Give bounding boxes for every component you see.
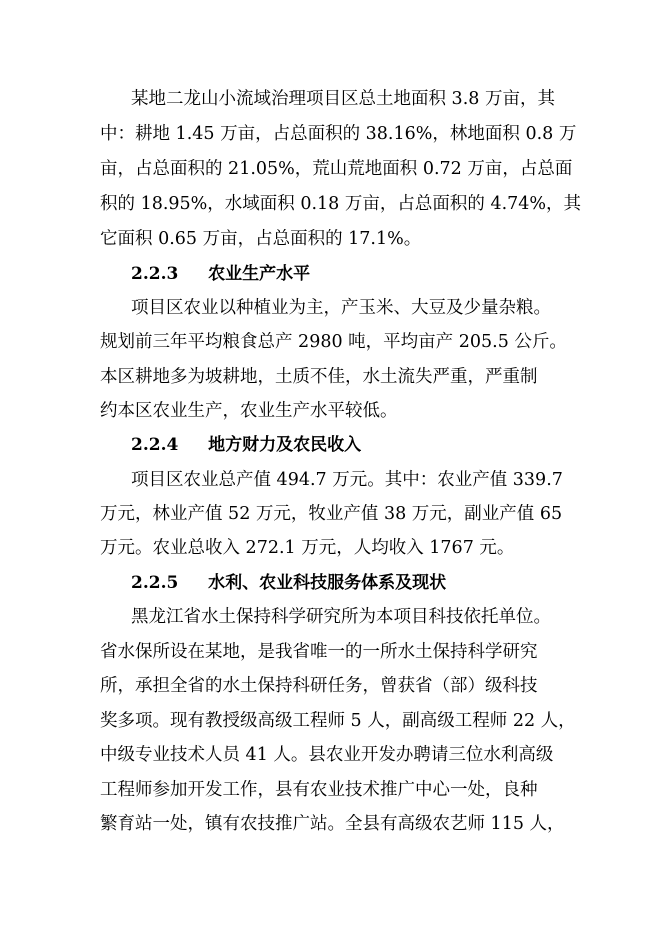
section-224-number: 2.2.4 [131, 435, 179, 455]
section-225-line-1: 黑龙江省水土保持科学研究所为本项目科技依托单位。 [131, 607, 551, 627]
section-223-title: 农业生产水平 [208, 264, 311, 284]
section-225-line-2: 省水保所设在某地，是我省唯一的一所水土保持科学研究 [100, 642, 538, 662]
section-223-line-2: 规划前三年平均粮食总产 2980 吨，平均亩产 205.5 公斤。 [100, 332, 567, 352]
section-224-line-2: 万元，林业产值 52 万元，牧业产值 38 万元，副业产值 65 [100, 504, 563, 524]
section-224-heading [131, 432, 431, 458]
section-224-title: 地方财力及农民收入 [208, 435, 362, 455]
section-225-line-6: 工程师参加开发工作，县有农业技术推广中心一处，良种 [100, 780, 538, 800]
section-223-line-3: 本区耕地多为坡耕地，土质不佳，水土流失严重，严重制 [100, 367, 538, 387]
section-225-title: 水利、农业科技服务体系及现状 [208, 573, 447, 593]
section-223-line-4: 约本区农业生产，农业生产水平较低。 [100, 401, 398, 421]
paragraph-1-line-5: 它面积 0.65 万亩，占总面积的 17.1%。 [100, 229, 422, 249]
section-225-line-5: 中级专业技术人员 41 人。县农业开发办聘请三位水利高级 [100, 745, 554, 765]
section-225-heading [131, 570, 531, 596]
section-225-line-3: 所，承担全省的水土保持科研任务，曾获省（部）级科技 [100, 676, 538, 696]
paragraph-1-line-1: 某地二龙山小流域治理项目区总土地面积 3.8 万亩，其 [131, 89, 555, 109]
section-223-heading [131, 261, 431, 287]
paragraph-1-line-3: 亩，占总面积的 21.05%，荒山荒地面积 0.72 万亩，占总面 [100, 159, 573, 179]
paragraph-1-line-4: 积的 18.95%，水域面积 0.18 万亩，占总面积的 4.74%，其 [100, 194, 582, 214]
paragraph-1-line-2: 中：耕地 1.45 万亩，占总面积的 38.16%，林地面积 0.8 万 [100, 124, 577, 144]
section-225-line-7: 繁育站一处，镇有农技推广站。全县有高级农艺师 115 人， [100, 814, 565, 834]
section-224-line-1: 项目区农业总产值 494.7 万元。其中：农业产值 339.7 [131, 470, 563, 490]
section-225-number: 2.2.5 [131, 573, 179, 593]
section-223-line-1: 项目区农业以种植业为主，产玉米、大豆及少量杂粮。 [131, 298, 551, 318]
section-223-number: 2.2.3 [131, 264, 179, 284]
section-224-line-3: 万元。农业总收入 272.1 万元，人均收入 1767 元。 [100, 538, 515, 558]
section-225-line-4: 奖多项。现有教授级高级工程师 5 人，副高级工程师 22 人， [100, 711, 576, 731]
